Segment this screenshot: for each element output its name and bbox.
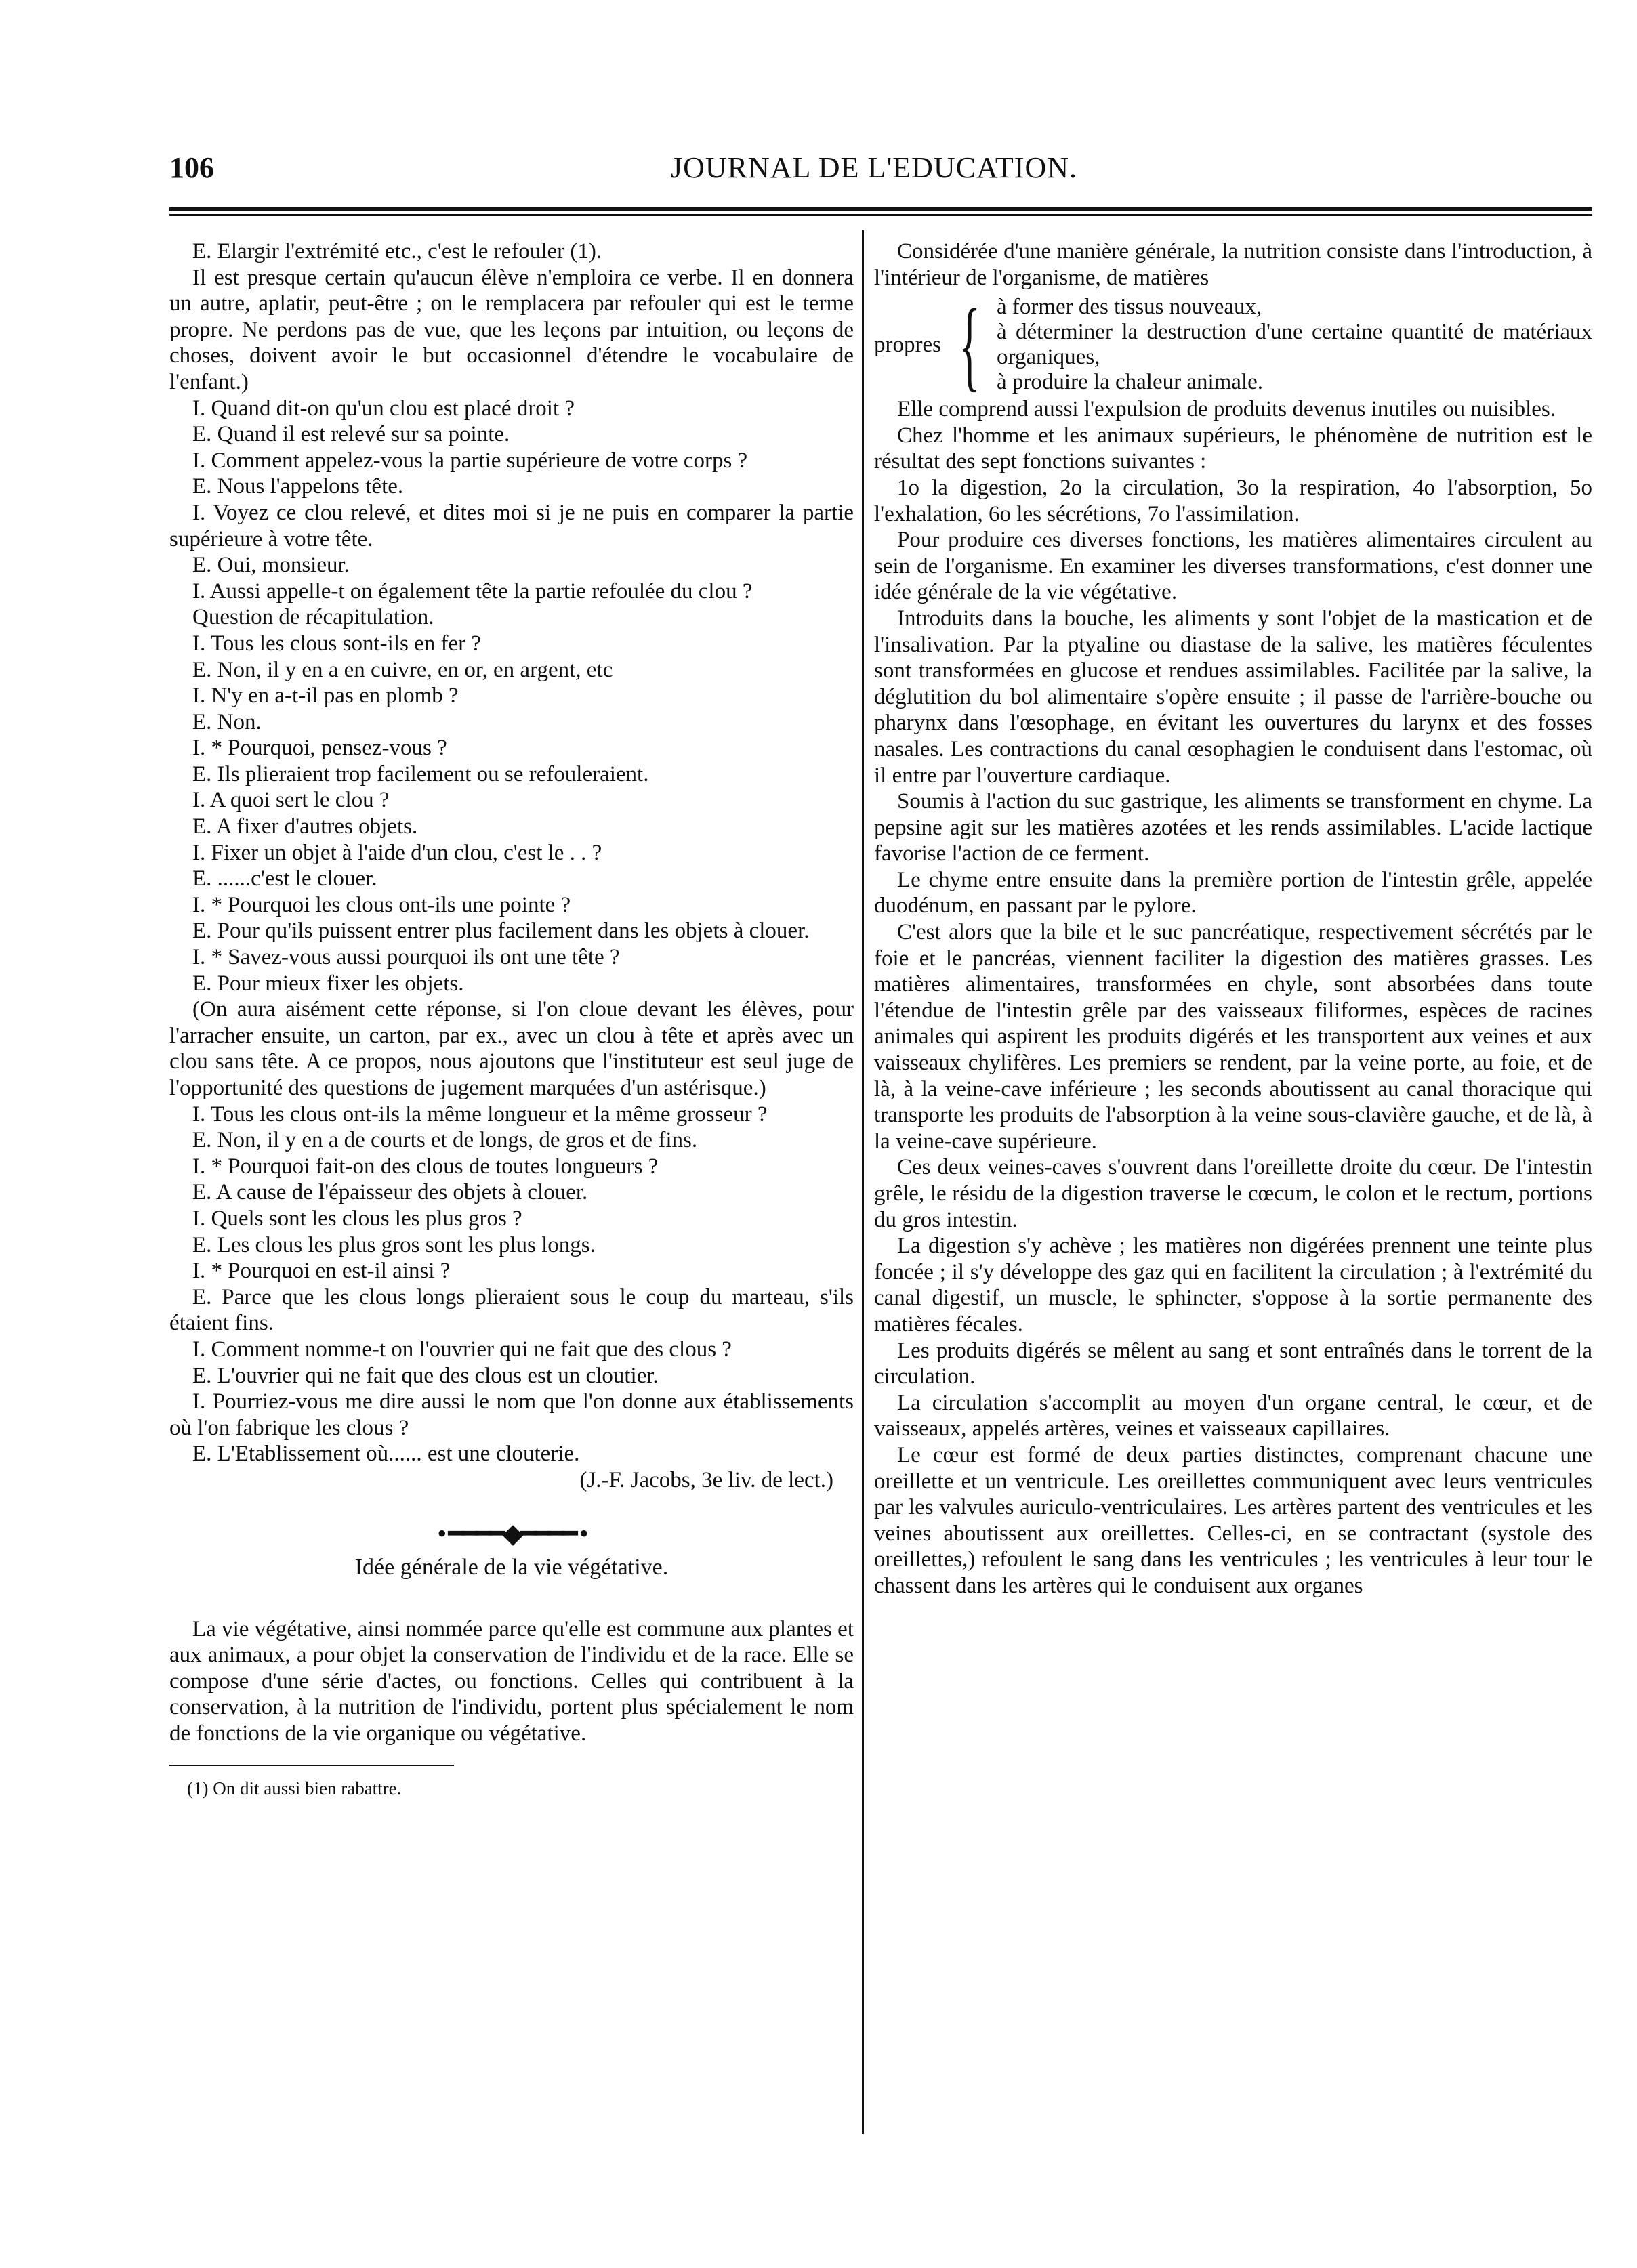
dialogue-line: E. Les clous les plus gros sont les plus longs. — [192, 1232, 596, 1257]
dialogue-line: I. * Pourquoi, pensez-vous ? — [192, 736, 447, 761]
dialogue-line: (On aura aisément cette réponse, si l'on cloue devant les élèves, pour l'arracher ensuite, un carton, par ex., avec un clou à tête et après avec un clou sans tête. A ce propos, nous ajoutons que l'instituteur est seul juge de l'opportunité des questions de jugement marquées d'un astérisque.) — [169, 997, 854, 1100]
dialogue-line: I. * Pourquoi les clous ont-ils une pointe ? — [192, 892, 571, 917]
dialogue-line: I. Comment appelez-vous la partie supérieure de votre corps ? — [192, 448, 748, 473]
dialogue-line: I. * Savez-vous aussi pourquoi ils ont une tête ? — [192, 945, 620, 970]
header-rule-thin — [169, 214, 1592, 216]
dialogue-line: E. Quand il est relevé sur sa pointe. — [192, 422, 510, 447]
footnote-rule — [169, 1765, 454, 1766]
brace-items — [997, 295, 1592, 395]
dialogue-line: I. Comment nomme-t on l'ouvrier qui ne fait que des clous ? — [192, 1337, 732, 1362]
dialogue-line: E. Nous l'appelons tête. — [192, 474, 404, 499]
dialogue-line: E. L'ouvrier qui ne fait que des clous est un cloutier. — [192, 1363, 659, 1388]
dialogue-line: I. Tous les clous sont-ils en fer ? — [192, 631, 482, 656]
dialogue-line: E. Pour qu'ils puissent entrer plus facilement dans les objets à clouer. — [192, 919, 810, 944]
dialogue-line: Question de récapitulation. — [192, 605, 434, 630]
signature: (J.-F. Jacobs, 3e liv. de lect.) — [579, 1467, 833, 1492]
dialogue-line: E. A fixer d'autres objets. — [192, 814, 418, 839]
page-header — [156, 150, 1592, 191]
body-paragraph: La digestion s'y achève ; les matières non digérées prennent une teinte plus foncée ; il s'y développe des gaz qui en facilitent la circulation ; à l'extrémité du canal digestif, un muscle, le sphincter, s'oppose à la sortie permanente des matières fécales. — [874, 1234, 1592, 1337]
brace-label: propres — [874, 332, 941, 357]
dialogue-line: I. Pourriez-vous me dire aussi le nom que l'on donne aux établissements où l'on fabrique les clous ? — [169, 1389, 854, 1440]
running-title: JOURNAL DE L'EDUCATION. — [670, 151, 1078, 184]
footnote: (1) On dit aussi bien rabattre. — [187, 1778, 402, 1799]
right-paragraphs — [874, 396, 1592, 1599]
dialogue-line: E. Ils plieraient trop facilement ou se refouleraient. — [192, 761, 649, 786]
right-intro: Considérée d'une manière générale, la nutrition consiste dans l'introduction, à l'intérieur de l'organisme, de matières — [874, 239, 1592, 290]
brace-item: à former des tissus nouveaux, — [996, 295, 1262, 320]
brace-item: à déterminer la destruction d'une certaine quantité de matériaux organiques, — [996, 320, 1592, 370]
section-title: Idée générale de la vie végétative. — [354, 1555, 669, 1580]
dialogue-line: I. Voyez ce clou relevé, et dites moi si je ne puis en comparer la partie supérieure à votre tête. — [169, 500, 854, 551]
body-paragraph: La circulation s'accomplit au moyen d'un organe central, le cœur, et de vaisseaux, appelés artères, veines et vaisseaux capillaires. — [874, 1390, 1592, 1442]
body-paragraph: Pour produire ces diverses fonctions, les matières alimentaires circulent au sein de l'organisme. En examiner les diverses transformations, c'est donner une idée générale de la vie végétative. — [874, 528, 1592, 605]
dialogue-line: E. Non, il y en a de courts et de longs, de gros et de fins. — [192, 1128, 698, 1153]
header-rule-thick — [169, 207, 1592, 211]
dialogue-line: I. A quoi sert le clou ? — [192, 788, 390, 813]
body-paragraph: Les produits digérés se mêlent au sang et sont entraînés dans le torrent de la circulation. — [874, 1338, 1592, 1389]
ornament-divider: • ━━━━◆━━━━ • — [437, 1517, 586, 1549]
brace-list — [874, 289, 1592, 402]
dialogue-line: I. Fixer un objet à l'aide d'un clou, c'est le . . ? — [192, 840, 602, 865]
brace-item: à produire la chaleur animale. — [996, 370, 1264, 395]
body-paragraph: Ces deux veines-caves s'ouvrent dans l'oreillette droite du cœur. De l'intestin grêle, le résidu de la digestion traverse le cœcum, le colon et le rectum, portions du gros intestin. — [874, 1155, 1592, 1232]
body-paragraph: Le chyme entre ensuite dans la première portion de l'intestin grêle, appelée duodénum, en passant par le pylore. — [874, 867, 1592, 919]
dialogue-line: E. A cause de l'épaisseur des objets à clouer. — [192, 1180, 588, 1205]
dialogue-line: I. Quand dit-on qu'un clou est placé droit ? — [192, 396, 575, 421]
dialogue-line: E. L'Etablissement où...... est une clouterie. — [192, 1442, 580, 1467]
dialogue-line: E. Oui, monsieur. — [192, 553, 350, 578]
left-column — [169, 238, 854, 1801]
body-paragraph: 1o la digestion, 2o la circulation, 3o la respiration, 4o l'absorption, 5o l'exhalation, 6o les sécrétions, 7o l'assimilation. — [874, 475, 1592, 526]
dialogue-line: E. Parce que les clous longs plieraient sous le coup du marteau, s'ils étaient fins. — [169, 1284, 854, 1336]
dialogue-line: E. Non, il y en a en cuivre, en or, en argent, etc — [192, 657, 613, 682]
body-paragraph: Chez l'homme et les animaux supérieurs, le phénomène de nutrition est le résultat des sept fonctions suivantes : — [874, 423, 1592, 474]
body-paragraph: Le cœur est formé de deux parties distinctes, comprenant chacune une oreillette et un ventricule. Les oreillettes communiquent avec leurs ventricules par les valvules auriculo-ventriculaires. Les artères partent des ventricules et les veines aboutissent aux oreillettes. Celles-ci, en se contractant (systole des oreillettes,) refoulent le sang dans les ventricules ; les ventricules à leur tour le chassent dans les artères qui le conduisent aux organes — [874, 1442, 1592, 1598]
dialogue-line: I. N'y en a-t-il pas en plomb ? — [192, 684, 459, 709]
right-column — [874, 238, 1592, 1599]
dialogue-line: I. * Pourquoi fait-on des clous de toutes longueurs ? — [192, 1154, 659, 1179]
body-paragraph: Soumis à l'action du suc gastrique, les aliments se transforment en chyme. La pepsine agit sur les matières azotées et les rends assimilables. L'acide lactique favorise l'action de ce ferment. — [874, 789, 1592, 866]
dialogue-line: I. Tous les clous ont-ils la même longueur et la même grosseur ? — [192, 1101, 768, 1127]
dialogue-line: E. Non. — [192, 709, 262, 734]
body-paragraph: Introduits dans la bouche, les aliments y sont l'objet de la mastication et de l'insalivation. Par la ptyaline ou diastase de la salive, les matières féculentes sont transformées en glucose et rendues assimilables. Facilitée par la salive, la déglutition du bol alimentaire s'opère ensuite ; il passe de l'arrière-bouche ou pharynx dans l'œsophage, en évitant les ouvertures du larynx et des fosses nasales. Les contractions du canal œsophagien le conduisent dans l'estomac, où il entre par l'ouverture cardiaque. — [874, 606, 1592, 788]
dialogue-line: I. Quels sont les clous les plus gros ? — [192, 1206, 522, 1231]
dialogue-line: E. Pour mieux fixer les objets. — [192, 971, 464, 996]
page-number: 106 — [169, 151, 214, 184]
brace-symbol: { — [958, 289, 981, 402]
column-divider — [862, 230, 864, 2134]
body-paragraph: C'est alors que la bile et le suc pancréatique, respectivement sécrétés par le foie et le pancréas, viennent faciliter la digestion des matières grasses. Les matières alimentaires, transformées en chyle, sont absorbées dans toute l'étendue de l'intestin grêle par des vaisseaux filiformes, espèces de racines animales qui aspirent les produits digérés et les transportent aux veines et aux vaisseaux chylifères. Les premiers se rendent, par la veine porte, au foie, et de là, à la veine-cave inférieure ; les seconds aboutissent au canal thoracique qui transporte les produits de l'absorption à la veine sous-clavière gauche, et de là, à la veine-cave supérieure. — [874, 920, 1592, 1154]
section-paragraph: La vie végétative, ainsi nommée parce qu'elle est commune aux plantes et aux animaux, a pour objet la conservation de l'individu et de la race. Elle se compose d'une série d'actes, ou fonctions. Celles qui contribuent à la conservation, à la nutrition de l'individu, portent plus spécialement le nom de fonctions de la vie organique ou végétative. — [169, 1616, 854, 1746]
dialogue-line: E. ......c'est le clouer. — [192, 866, 377, 891]
dialogue-line: Il est presque certain qu'aucun élève n'emploira ce verbe. Il en donnera un autre, aplatir, peut-être ; on le remplacera par refouler qui est le terme propre. Ne perdons pas de vue, que les leçons par intuition, ou leçons de choses, doivent avoir le but occasionnel d'étendre le vocabulaire de l'enfant.) — [169, 265, 854, 394]
left-dialogue — [169, 238, 854, 1467]
body-paragraph: Elle comprend aussi l'expulsion de produits devenus inutiles ou nuisibles. — [897, 397, 1556, 422]
dialogue-line: E. Elargir l'extrémité etc., c'est le refouler (1). — [192, 239, 602, 264]
dialogue-line: I. Aussi appelle-t on également tête la partie refoulée du clou ? — [192, 579, 753, 604]
dialogue-line: I. * Pourquoi en est-il ainsi ? — [192, 1259, 451, 1284]
